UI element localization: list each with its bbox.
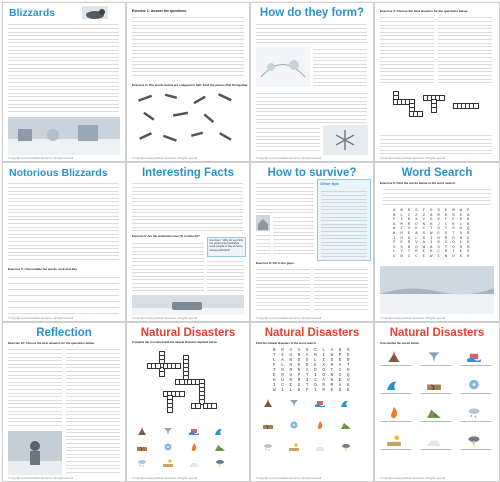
page-title: How to survive? [267,167,357,179]
page-how-to-survive [250,162,374,322]
exercise-heading: Exercise 10: Choose the best answers for the questions below. [8,341,95,345]
disaster-icons [135,427,243,473]
page-blizzards [2,2,126,162]
page-title: Blizzards [9,7,56,19]
exercise-heading: Exercise 9: Find the words below in the word search. [380,181,456,185]
tip-text: Exercise 7: Why do you think the government publishes snow people to stay at home during a blizzard? [209,239,243,252]
text-body-3 [256,233,271,255]
footer: © Copyright Learning Disaster Resources | All rights reserved [256,477,322,480]
word-search-grid: B R A V O C L A N O T S U N A M I W P E L A N D S L I D E R F L O O D E X R A T T O R N A D O T I H E R U P T I O N S Q H U R R I C A N E U I C E S T O R M A K W I L D F I R E D E [273,349,352,393]
question-lines [380,15,434,85]
blizzard-icon [467,407,481,418]
avalanche-icon [315,443,325,451]
footer: © Copyright Learning Disaster Resources | All rights reserved [380,477,446,480]
footer: © Copyright Learning Disaster Resources | All rights reserved [380,317,446,320]
answer-lines [8,273,119,315]
page-title: Natural Disasters [140,327,236,339]
avalanche-icon [189,459,199,467]
snowy-street-photo [8,117,120,155]
avalanche-icon [427,435,441,446]
earthquake-icon [137,443,147,451]
tip-answer-lines [207,259,244,293]
storm-icon [467,435,481,446]
snow-house-photo [256,215,270,231]
page-natural-disasters-crossword [126,322,250,482]
tornado-icon [163,427,173,435]
flood-icon [189,427,199,435]
snow-crystal-photo [323,125,368,155]
page-word-search [374,162,500,322]
question-lines [132,15,244,77]
storm-icon [215,459,225,467]
page-how-form [250,2,374,162]
page-title: Natural Disasters [264,327,360,339]
question-lines [8,347,62,427]
question-lines-2 [438,15,492,85]
worksheet-grid [2,2,498,480]
volcano-icon [263,399,273,407]
footer: © Copyright Learning Disaster Resources | All rights reserved [380,157,446,160]
exercise-heading: Exercise 1: Answer the questions. [132,9,187,13]
unscramble-grid [381,349,493,473]
page-form-exercises [374,2,500,162]
text-body [256,22,367,44]
snow-car-photo [132,295,244,315]
footer: © Copyright Learning Disaster Resources | All rights reserved [256,317,322,320]
snowy-field-photo [380,266,494,314]
exercise-heading: Exercise 6: Are the statements true (T) or false (F)? [132,234,200,238]
answer-lines [381,449,493,450]
wildfire-icon [189,443,199,451]
landslide-icon [427,407,441,418]
volcano-icon [137,427,147,435]
word-pieces [133,91,243,155]
page-reflection [2,322,126,482]
wildfire-icon [315,421,325,429]
text-body-4 [256,126,320,154]
page-title: Word Search [401,167,473,179]
exercise-heading: Complete the crossword with the natural disasters depicted below. [132,341,218,344]
exercise-heading: Exercise 8: Fill in the gaps. [256,261,295,265]
gap-lines-2 [314,267,368,313]
page-natural-disasters-unscramble [374,322,500,482]
word-search-grid: A B R S F O S E M W P B L I Z Z A R D S E A F I K X Y O V F E R K A M R D N H J I K L R W Z V E C T O T S O Q K R E A S W E S T O R I H D L S I N R O N E P E R V A I R C O L D O S N O W A S T O R M L Y T R E H C R I E O U N I C E W I N D S H [393,209,471,259]
tsunami-icon [387,379,401,390]
tip-title: Other tips [320,181,339,186]
footer: © Copyright Learning Disaster Resources | All rights reserved [8,477,74,480]
crossword-grid [383,91,489,131]
hurricane-icon [289,421,299,429]
wildfire-icon [387,407,401,418]
drought-icon [387,435,401,446]
clue-lines [380,133,492,155]
other-tips-box [317,179,371,261]
winter-person-photo [8,431,62,475]
answer-lines [381,393,493,394]
question-lines-2 [66,347,120,473]
footer: © Copyright Learning Disaster Resources | All rights reserved [8,317,74,320]
landslide-icon [215,443,225,451]
hurricane-icon [163,443,173,451]
text-body [8,181,119,263]
footer: © Copyright Learning Disaster Resources | All rights reserved [256,157,322,160]
text-body-2 [273,215,314,255]
weather-diagram [256,47,310,87]
text-body [132,181,243,231]
blizzard-icon [137,459,147,467]
flood-icon [467,351,481,362]
word-list [383,187,491,205]
page-notorious-blizzards [2,162,126,322]
text-body-2 [313,47,367,87]
page-title: Reflection [36,327,92,339]
storm-icon [341,443,351,451]
exercise-heading: Exercise 3: Choose the best answers for the questions below. [380,9,469,13]
crossword-grid [139,351,239,421]
arctic-fox-photo [82,6,108,19]
earthquake-icon [263,421,273,429]
page-natural-disasters-search [250,322,374,482]
tornado-icon [427,351,441,362]
text-body [8,22,119,114]
statement-lines [132,241,204,293]
tip-lines [321,189,367,257]
flood-icon [315,399,325,407]
page-interesting-facts [126,162,250,322]
landslide-icon [341,421,351,429]
page-title: How do they form? [259,7,365,19]
text-body [256,181,314,213]
earthquake-icon [427,379,441,390]
volcano-icon [387,351,401,362]
tsunami-icon [341,399,351,407]
answer-lines [381,421,493,422]
tsunami-icon [215,427,225,435]
footer: © Copyright Learning Disaster Resources | All rights reserved [132,477,198,480]
page-blizzards-exercises [126,2,250,162]
blizzard-icon [263,443,273,451]
text-body-3 [256,91,367,123]
exercise-heading: Unscramble the words below. [380,341,420,345]
exercise-heading: Exercise 5: Unscramble the words, lock-and-key. [8,267,78,271]
drought-icon [163,459,173,467]
disaster-icons [259,399,367,473]
hurricane-icon [467,379,481,390]
page-title: Notorious Blizzards [9,167,108,179]
page-title: Interesting Facts [141,167,235,179]
exercise-heading-2: Exercise 2: The words below are snapped in half. Find the pieces that fit together. [132,83,249,87]
answer-lines [381,365,493,366]
footer: © Copyright Learning Disaster Resources | All rights reserved [132,317,198,320]
tornado-icon [289,399,299,407]
footer: © Copyright Learning Disaster Resources | All rights reserved [8,157,74,160]
footer: © Copyright Learning Disaster Resources | All rights reserved [132,157,198,160]
tip-box [207,237,246,257]
page-title: Natural Disasters [389,327,485,339]
gap-lines [256,267,310,313]
exercise-heading: Find the natural disasters in the word search. [256,341,317,345]
drought-icon [289,443,299,451]
